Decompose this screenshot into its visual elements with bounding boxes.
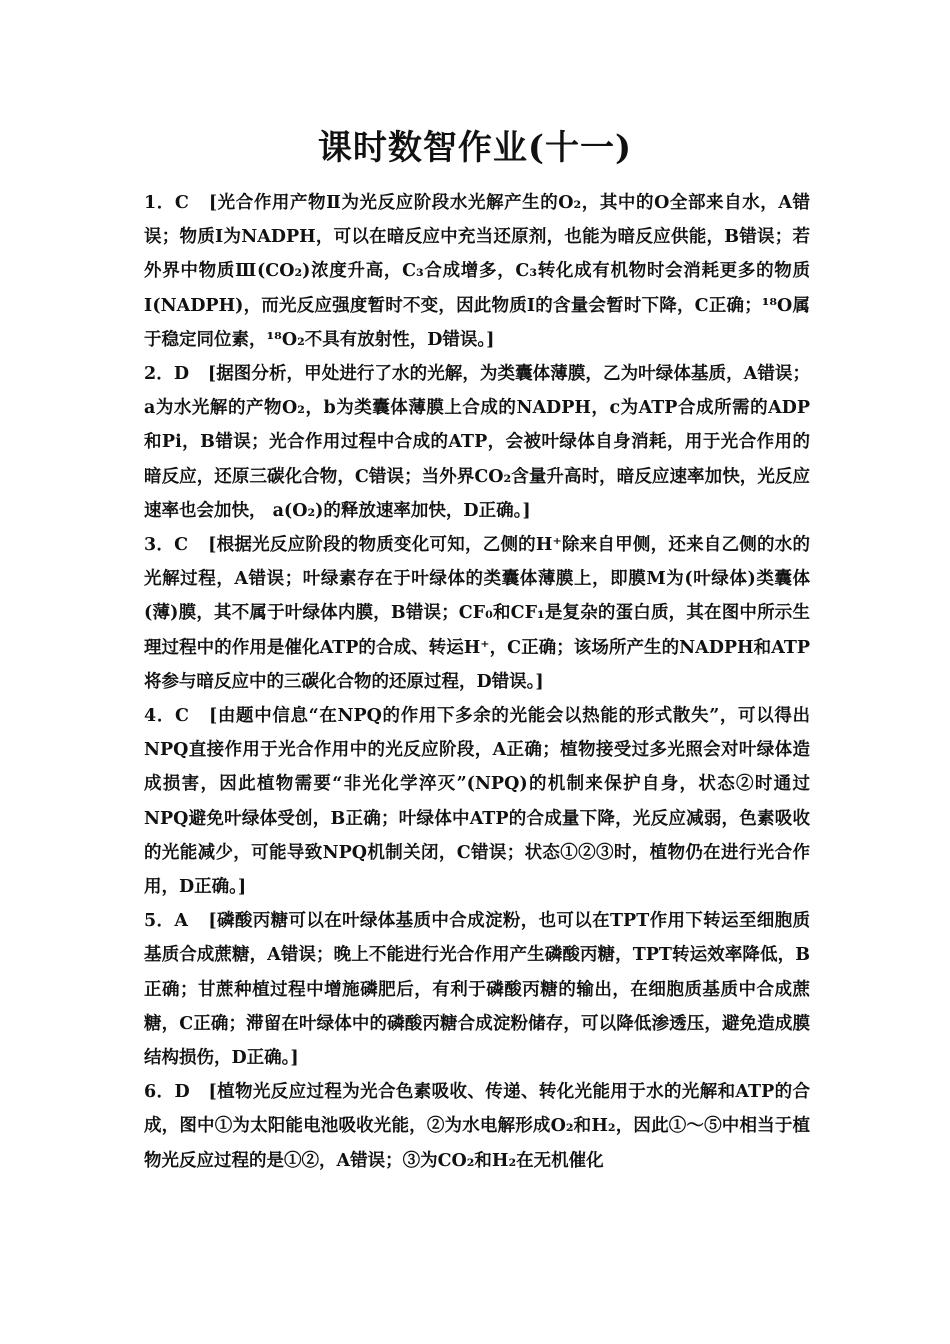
answer-choice: C — [174, 193, 189, 213]
answer-explanation: [据图分析，甲处进行了水的光解，为类囊体薄膜，乙为叶绿体基质，A错误；a为水光解的产物O₂，b为类囊体薄膜上合成的NADPH，c为ATP合成所需的ADP和Pi，B错误；光合作用过程中合成的ATP，会被叶绿体自身消耗，用于光合作用的暗反应，还原三碳化合物，C错误；当外界CO₂含量升高时，暗反应速率加快，光反应速率也会加快， a(O₂)的释放速率加快，D正确。] — [144, 364, 810, 521]
answer-item-4 — [144, 699, 810, 904]
answer-choice: C — [174, 706, 189, 727]
answer-number: 5． — [144, 911, 175, 932]
answer-list — [144, 186, 810, 1178]
answer-item-6 — [144, 1075, 810, 1178]
answer-item-2 — [144, 357, 810, 528]
answer-explanation: [植物光反应过程为光合色素吸收、传递、转化光能用于水的光解和ATP的合成，图中①为太阳能电池吸收光能，②为水电解形成O₂和H₂，因此①～⑤中相当于植物光反应过程的是①②，A错误；③为CO₂和H₂在无机催化 — [144, 1082, 810, 1171]
answer-explanation: [光合作用产物Ⅱ为光反应阶段水光解产生的O₂，其中的O全部来自水，A错误；物质Ⅰ为NADPH，可以在暗反应中充当还原剂，也能为暗反应供能，B错误；若外界中物质Ⅲ(CO₂)浓度升高，C₃合成增多，C₃转化成有机物时会消耗更多的物质Ⅰ(NADPH)，而光反应强度暂时不变，因此物质Ⅰ的含量会暂时下降，C正确；¹⁸O属于稳定同位素，¹⁸O₂不具有放射性，D错误。] — [144, 193, 810, 350]
answer-choice: C — [174, 535, 189, 556]
answer-choice: D — [173, 364, 190, 385]
answer-explanation: [根据光反应阶段的物质变化可知，乙侧的H⁺除来自甲侧，还来自乙侧的水的光解过程，A错误；叶绿素存在于叶绿体的类囊体薄膜上，即膜M为(叶绿体)类囊体(薄)膜，其不属于叶绿体内膜，B错误；CF₀和CF₁是复杂的蛋白质，其在图中所示生理过程中的作用是催化ATP的合成、转运H⁺，C正确；该场所产生的NADPH和ATP将参与暗反应中的三碳化合物的还原过程，D错误。] — [144, 535, 810, 692]
answer-choice: D — [174, 1082, 190, 1103]
answer-explanation: [磷酸丙糖可以在叶绿体基质中合成淀粉，也可以在TPT作用下转运至细胞质基质合成蔗糖，A错误；晚上不能进行光合作用产生磷酸丙糖，TPT转运效率降低，B正确；甘蔗种植过程中增施磷肥后，有利于磷酸丙糖的输出，在细胞质基质中合成蔗糖，C正确；滞留在叶绿体中的磷酸丙糖合成淀粉储存，可以降低渗透压，避免造成膜结构损伤，D正确。] — [144, 911, 810, 1069]
answer-item-5 — [144, 904, 810, 1075]
answer-number: 2． — [144, 364, 174, 385]
answer-item-3 — [144, 528, 810, 699]
answer-number: 3． — [144, 535, 175, 556]
answer-number: 1． — [144, 193, 175, 213]
page-title: 课时数智作业(十一) — [317, 128, 633, 168]
answer-explanation: [由题中信息“在NPQ的作用下多余的光能会以热能的形式散失”，可以得出NPQ直接作用于光合作用中的光反应阶段，A正确；植物接受过多光照会对叶绿体造成损害，因此植物需要“非光化学淬灭”(NPQ)的机制来保护自身，状态②时通过NPQ避免叶绿体受创，B正确；叶绿体中ATP的合成量下降，光反应减弱，色素吸收的光能减少，可能导致NPQ机制关闭，C错误；状态①②③时，植物仍在进行光合作用，D正确。] — [144, 706, 810, 898]
answer-choice: A — [174, 911, 188, 932]
answer-number: 4． — [144, 706, 175, 727]
answer-item-1 — [144, 186, 810, 357]
answer-number: 6． — [144, 1082, 175, 1103]
